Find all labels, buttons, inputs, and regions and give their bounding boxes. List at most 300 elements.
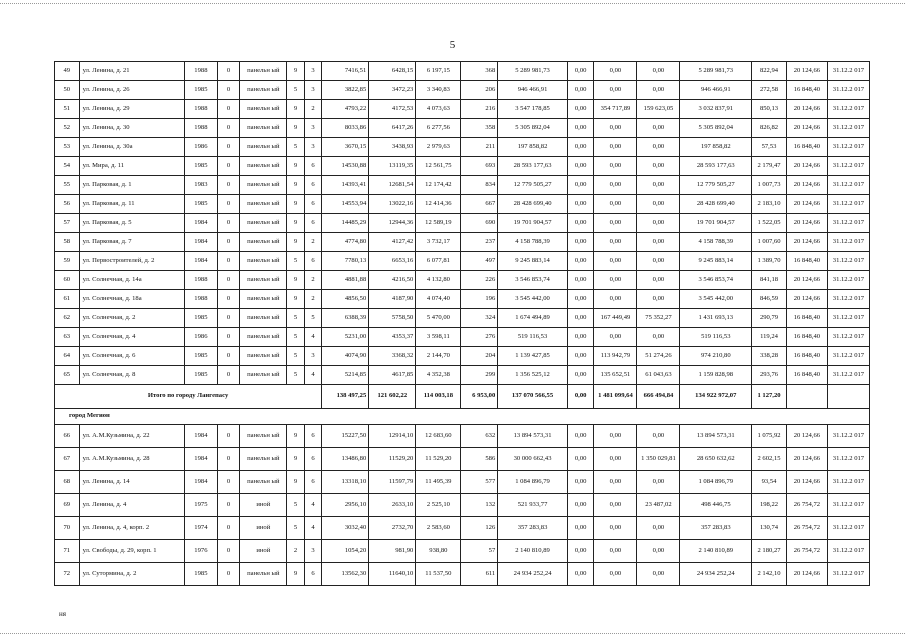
cell-c7: 16 848,40	[786, 328, 827, 347]
cell-c2: 0,00	[567, 366, 594, 385]
cell-c4: 23 487,02	[637, 494, 680, 517]
cell-c4: 1 350 029,81	[637, 448, 680, 471]
cell-a2: 11640,10	[369, 563, 416, 586]
cell-addr: ул. Парковая, д. 11	[79, 195, 184, 214]
cell-c7: 26 754,72	[786, 494, 827, 517]
cell-a2: 2633,10	[369, 494, 416, 517]
cell-addr: ул. Сутормина, д. 2	[79, 563, 184, 586]
cell-c4: 0,00	[637, 233, 680, 252]
cell-n: 57	[55, 214, 80, 233]
cell-c3: 0,00	[594, 471, 637, 494]
cell-a3: 4 073,63	[416, 100, 461, 119]
cell-c6: 130,74	[752, 517, 787, 540]
table-row	[55, 366, 870, 385]
cell-c6: 1 007,60	[752, 233, 787, 252]
cell-c4: 0,00	[637, 517, 680, 540]
cell-z: 0	[217, 138, 240, 157]
cell-n: 53	[55, 138, 80, 157]
cell-a2: 13022,16	[369, 195, 416, 214]
cell-a3: 4 352,38	[416, 366, 461, 385]
cell-z: 0	[217, 214, 240, 233]
cell-fl: 9	[287, 176, 304, 195]
cell-c2: 0,00	[567, 563, 594, 586]
cell-addr: ул. Солнечная, д. 14а	[79, 271, 184, 290]
city-row	[55, 409, 870, 425]
cell-a1: 2956,10	[322, 494, 369, 517]
table-row	[55, 290, 870, 309]
cell-n: 61	[55, 290, 80, 309]
cell-a4: 226	[461, 271, 498, 290]
cell-z: 0	[217, 471, 240, 494]
cell-c3: 135 652,51	[594, 366, 637, 385]
cell-a2: 12681,54	[369, 176, 416, 195]
cell-c5: 5 289 981,73	[680, 62, 752, 81]
cell-fl: 5	[287, 347, 304, 366]
cell-n: 67	[55, 448, 80, 471]
cell-n: 69	[55, 494, 80, 517]
cell-date: 31.12.2 017	[827, 540, 869, 563]
cell-c2: 0,00	[567, 119, 594, 138]
cell-year: 1985	[185, 309, 218, 328]
cell-c7: 16 848,40	[786, 347, 827, 366]
cell-c1: 28 593 177,63	[498, 157, 568, 176]
cell-c7: 20 124,66	[786, 290, 827, 309]
cell-c2: 0,00	[567, 290, 594, 309]
scan-bottom-edge	[0, 633, 905, 634]
table-row	[55, 157, 870, 176]
cell-c1: 357 283,83	[498, 517, 568, 540]
cell-c5: 1 084 896,79	[680, 471, 752, 494]
cell-a1: 13562,30	[322, 563, 369, 586]
cell-addr: ул. Солнечная, д. 8	[79, 366, 184, 385]
cell-a4: 667	[461, 195, 498, 214]
cell-c6: 846,59	[752, 290, 787, 309]
cell-a4: 132	[461, 494, 498, 517]
cell-c4: 159 623,05	[637, 100, 680, 119]
scan-top-edge	[0, 3, 905, 4]
cell-a1: 7416,51	[322, 62, 369, 81]
cell-z: 0	[217, 494, 240, 517]
cell-addr: ул. Первостроителей, д. 2	[79, 252, 184, 271]
cell-fl: 2	[287, 540, 304, 563]
table-row	[55, 81, 870, 100]
total-cell: 1 127,20	[752, 385, 787, 409]
cell-a1: 14393,41	[322, 176, 369, 195]
cell-date: 31.12.2 017	[827, 195, 869, 214]
cell-a4: 126	[461, 517, 498, 540]
cell-year: 1988	[185, 100, 218, 119]
cell-wall: панельн ый	[240, 290, 287, 309]
cell-n: 56	[55, 195, 80, 214]
cell-date: 31.12.2 017	[827, 138, 869, 157]
cell-c2: 0,00	[567, 62, 594, 81]
total-cell: 138 497,25	[322, 385, 369, 409]
cell-date: 31.12.2 017	[827, 176, 869, 195]
cell-c1: 197 858,82	[498, 138, 568, 157]
cell-a3: 12 589,19	[416, 214, 461, 233]
cell-c3: 0,00	[594, 540, 637, 563]
cell-c1: 946 466,91	[498, 81, 568, 100]
cell-en: 2	[304, 271, 321, 290]
cell-year: 1974	[185, 517, 218, 540]
cell-c6: 272,58	[752, 81, 787, 100]
cell-date: 31.12.2 017	[827, 471, 869, 494]
total-cell: 121 602,22	[369, 385, 416, 409]
cell-z: 0	[217, 81, 240, 100]
cell-a1: 3032,40	[322, 517, 369, 540]
cell-a3: 3 732,17	[416, 233, 461, 252]
cell-c4: 0,00	[637, 252, 680, 271]
cell-fl: 9	[287, 195, 304, 214]
cell-a2: 5758,50	[369, 309, 416, 328]
cell-c3: 0,00	[594, 271, 637, 290]
cell-a3: 4 074,40	[416, 290, 461, 309]
cell-a4: 196	[461, 290, 498, 309]
cell-addr: ул. Солнечная, д. 2	[79, 309, 184, 328]
cell-a2: 3368,32	[369, 347, 416, 366]
cell-n: 55	[55, 176, 80, 195]
cell-date: 31.12.2 017	[827, 252, 869, 271]
cell-c1: 13 894 573,31	[498, 425, 568, 448]
cell-a1: 14485,29	[322, 214, 369, 233]
cell-n: 49	[55, 62, 80, 81]
cell-fl: 9	[287, 271, 304, 290]
total-cell: 0,00	[567, 385, 594, 409]
cell-a4: 276	[461, 328, 498, 347]
cell-wall: панельн ый	[240, 214, 287, 233]
cell-c3: 0,00	[594, 214, 637, 233]
cell-c1: 9 245 883,14	[498, 252, 568, 271]
cell-en: 4	[304, 517, 321, 540]
cell-c1: 521 933,77	[498, 494, 568, 517]
cell-addr: ул. А.М.Кузьмина, д. 28	[79, 448, 184, 471]
cell-a4: 204	[461, 347, 498, 366]
cell-date: 31.12.2 017	[827, 425, 869, 448]
cell-c5: 3 545 442,00	[680, 290, 752, 309]
cell-a3: 2 525,10	[416, 494, 461, 517]
table-row	[55, 328, 870, 347]
cell-date: 31.12.2 017	[827, 233, 869, 252]
cell-c2: 0,00	[567, 233, 594, 252]
cell-a1: 13318,10	[322, 471, 369, 494]
cell-c1: 19 701 904,57	[498, 214, 568, 233]
cell-en: 2	[304, 233, 321, 252]
cell-c7: 16 848,40	[786, 252, 827, 271]
cell-c2: 0,00	[567, 138, 594, 157]
cell-c2: 0,00	[567, 176, 594, 195]
table-row	[55, 347, 870, 366]
cell-c2: 0,00	[567, 195, 594, 214]
table-row	[55, 195, 870, 214]
cell-a1: 5231,00	[322, 328, 369, 347]
cell-year: 1988	[185, 290, 218, 309]
cell-date: 31.12.2 017	[827, 100, 869, 119]
cell-c2: 0,00	[567, 271, 594, 290]
cell-date: 31.12.2 017	[827, 81, 869, 100]
cell-a3: 4 132,80	[416, 271, 461, 290]
cell-c5: 974 210,80	[680, 347, 752, 366]
cell-year: 1988	[185, 62, 218, 81]
cell-c1: 5 305 892,04	[498, 119, 568, 138]
cell-addr: ул. Свободы, д. 29, корп. 1	[79, 540, 184, 563]
total-cell: 1 481 099,64	[594, 385, 637, 409]
cell-year: 1984	[185, 214, 218, 233]
cell-c3: 0,00	[594, 517, 637, 540]
cell-a3: 5 470,00	[416, 309, 461, 328]
cell-a1: 4856,50	[322, 290, 369, 309]
cell-en: 6	[304, 471, 321, 494]
cell-en: 3	[304, 540, 321, 563]
cell-c6: 841,18	[752, 271, 787, 290]
cell-wall: иной	[240, 494, 287, 517]
table-row	[55, 271, 870, 290]
housing-table	[54, 61, 870, 586]
cell-a1: 13486,80	[322, 448, 369, 471]
table-body-megion	[55, 425, 870, 586]
cell-addr: ул. Ленина, д. 30	[79, 119, 184, 138]
cell-c6: 93,54	[752, 471, 787, 494]
cell-fl: 5	[287, 494, 304, 517]
cell-year: 1988	[185, 119, 218, 138]
cell-n: 60	[55, 271, 80, 290]
cell-c1: 3 547 178,85	[498, 100, 568, 119]
cell-z: 0	[217, 309, 240, 328]
cell-date: 31.12.2 017	[827, 517, 869, 540]
cell-a3: 3 598,11	[416, 328, 461, 347]
cell-a3: 12 174,42	[416, 176, 461, 195]
cell-c4: 0,00	[637, 290, 680, 309]
cell-n: 65	[55, 366, 80, 385]
cell-a2: 13119,35	[369, 157, 416, 176]
cell-year: 1984	[185, 252, 218, 271]
total-cell-empty	[786, 385, 827, 409]
cell-c4: 0,00	[637, 119, 680, 138]
cell-fl: 9	[287, 157, 304, 176]
cell-c4: 0,00	[637, 471, 680, 494]
cell-c4: 0,00	[637, 81, 680, 100]
cell-z: 0	[217, 176, 240, 195]
cell-z: 0	[217, 157, 240, 176]
cell-z: 0	[217, 366, 240, 385]
table-row	[55, 563, 870, 586]
cell-fl: 9	[287, 62, 304, 81]
cell-c3: 0,00	[594, 157, 637, 176]
cell-c1: 519 116,53	[498, 328, 568, 347]
cell-a4: 206	[461, 81, 498, 100]
table-row	[55, 119, 870, 138]
cell-date: 31.12.2 017	[827, 309, 869, 328]
cell-a4: 834	[461, 176, 498, 195]
total-cell: 137 070 566,55	[498, 385, 568, 409]
cell-c1: 2 140 810,89	[498, 540, 568, 563]
footer-mark: ня	[59, 610, 66, 618]
cell-z: 0	[217, 100, 240, 119]
cell-a1: 4793,22	[322, 100, 369, 119]
cell-date: 31.12.2 017	[827, 366, 869, 385]
cell-z: 0	[217, 540, 240, 563]
cell-en: 3	[304, 138, 321, 157]
cell-c6: 1 007,73	[752, 176, 787, 195]
cell-c3: 0,00	[594, 62, 637, 81]
cell-a1: 4074,90	[322, 347, 369, 366]
cell-c5: 12 779 505,27	[680, 176, 752, 195]
cell-c6: 2 142,10	[752, 563, 787, 586]
cell-c4: 0,00	[637, 271, 680, 290]
cell-a3: 11 495,39	[416, 471, 461, 494]
cell-wall: панельн ый	[240, 425, 287, 448]
cell-fl: 9	[287, 471, 304, 494]
cell-a2: 4187,90	[369, 290, 416, 309]
cell-a1: 7780,13	[322, 252, 369, 271]
cell-a4: 577	[461, 471, 498, 494]
cell-a4: 211	[461, 138, 498, 157]
cell-en: 6	[304, 448, 321, 471]
cell-c6: 1 522,05	[752, 214, 787, 233]
cell-c7: 20 124,66	[786, 195, 827, 214]
cell-c7: 20 124,66	[786, 119, 827, 138]
cell-a2: 981,90	[369, 540, 416, 563]
cell-c7: 26 754,72	[786, 540, 827, 563]
cell-c7: 16 848,40	[786, 366, 827, 385]
cell-wall: панельн ый	[240, 448, 287, 471]
cell-c1: 24 934 252,24	[498, 563, 568, 586]
cell-c6: 1 389,70	[752, 252, 787, 271]
cell-a3: 2 979,63	[416, 138, 461, 157]
cell-wall: панельн ый	[240, 157, 287, 176]
cell-fl: 9	[287, 425, 304, 448]
cell-en: 6	[304, 195, 321, 214]
cell-c3: 0,00	[594, 119, 637, 138]
cell-a4: 358	[461, 119, 498, 138]
cell-z: 0	[217, 271, 240, 290]
cell-z: 0	[217, 347, 240, 366]
cell-c3: 354 717,89	[594, 100, 637, 119]
cell-c2: 0,00	[567, 252, 594, 271]
cell-z: 0	[217, 517, 240, 540]
cell-c1: 1 674 494,89	[498, 309, 568, 328]
cell-a3: 938,80	[416, 540, 461, 563]
cell-date: 31.12.2 017	[827, 347, 869, 366]
cell-c5: 28 593 177,63	[680, 157, 752, 176]
cell-en: 4	[304, 494, 321, 517]
cell-z: 0	[217, 119, 240, 138]
cell-n: 71	[55, 540, 80, 563]
cell-wall: панельн ый	[240, 195, 287, 214]
cell-c2: 0,00	[567, 425, 594, 448]
cell-a4: 497	[461, 252, 498, 271]
cell-c3: 0,00	[594, 494, 637, 517]
cell-z: 0	[217, 290, 240, 309]
cell-year: 1986	[185, 138, 218, 157]
cell-c4: 0,00	[637, 176, 680, 195]
cell-c4: 61 043,63	[637, 366, 680, 385]
table-row	[55, 214, 870, 233]
cell-c6: 822,94	[752, 62, 787, 81]
cell-wall: иной	[240, 540, 287, 563]
cell-addr: ул. Ленина, д. 30а	[79, 138, 184, 157]
cell-a4: 611	[461, 563, 498, 586]
cell-c7: 20 124,66	[786, 62, 827, 81]
cell-fl: 5	[287, 252, 304, 271]
cell-c6: 57,53	[752, 138, 787, 157]
cell-fl: 9	[287, 214, 304, 233]
cell-a2: 4172,53	[369, 100, 416, 119]
cell-year: 1985	[185, 563, 218, 586]
total-cell: 114 003,18	[416, 385, 461, 409]
cell-year: 1985	[185, 195, 218, 214]
cell-c1: 3 545 442,00	[498, 290, 568, 309]
cell-c2: 0,00	[567, 540, 594, 563]
cell-addr: ул. Ленина, д. 4, корп. 2	[79, 517, 184, 540]
cell-a4: 299	[461, 366, 498, 385]
cell-fl: 9	[287, 448, 304, 471]
cell-a2: 11529,20	[369, 448, 416, 471]
total-cell: 134 922 972,07	[680, 385, 752, 409]
cell-a3: 6 077,81	[416, 252, 461, 271]
cell-fl: 5	[287, 366, 304, 385]
cell-a4: 693	[461, 157, 498, 176]
cell-c6: 293,76	[752, 366, 787, 385]
cell-wall: панельн ый	[240, 328, 287, 347]
cell-c2: 0,00	[567, 309, 594, 328]
cell-fl: 9	[287, 233, 304, 252]
cell-date: 31.12.2 017	[827, 494, 869, 517]
cell-c1: 4 158 788,39	[498, 233, 568, 252]
cell-c3: 0,00	[594, 176, 637, 195]
cell-c3: 167 449,49	[594, 309, 637, 328]
cell-n: 64	[55, 347, 80, 366]
cell-c2: 0,00	[567, 448, 594, 471]
table-row	[55, 540, 870, 563]
cell-c3: 0,00	[594, 563, 637, 586]
cell-a1: 5214,85	[322, 366, 369, 385]
cell-c6: 198,22	[752, 494, 787, 517]
cell-date: 31.12.2 017	[827, 271, 869, 290]
cell-addr: ул. Ленина, д. 26	[79, 81, 184, 100]
cell-c7: 20 124,66	[786, 448, 827, 471]
cell-a4: 237	[461, 233, 498, 252]
cell-c7: 20 124,66	[786, 425, 827, 448]
cell-date: 31.12.2 017	[827, 448, 869, 471]
cell-c5: 357 283,83	[680, 517, 752, 540]
cell-c5: 946 466,91	[680, 81, 752, 100]
cell-c6: 119,24	[752, 328, 787, 347]
cell-c1: 5 289 981,73	[498, 62, 568, 81]
cell-a2: 2732,70	[369, 517, 416, 540]
cell-c7: 16 848,40	[786, 138, 827, 157]
cell-year: 1984	[185, 425, 218, 448]
cell-c3: 0,00	[594, 233, 637, 252]
cell-c2: 0,00	[567, 214, 594, 233]
cell-year: 1985	[185, 366, 218, 385]
cell-a1: 3670,15	[322, 138, 369, 157]
cell-fl: 9	[287, 290, 304, 309]
cell-c4: 0,00	[637, 157, 680, 176]
cell-en: 6	[304, 157, 321, 176]
cell-z: 0	[217, 252, 240, 271]
cell-c5: 1 431 693,13	[680, 309, 752, 328]
cell-a1: 14530,88	[322, 157, 369, 176]
cell-a1: 8033,86	[322, 119, 369, 138]
cell-z: 0	[217, 328, 240, 347]
cell-a2: 6428,15	[369, 62, 416, 81]
cell-wall: панельн ый	[240, 252, 287, 271]
cell-c4: 75 352,27	[637, 309, 680, 328]
cell-a2: 11597,79	[369, 471, 416, 494]
cell-addr: ул. Мира, д. 11	[79, 157, 184, 176]
cell-wall: панельн ый	[240, 100, 287, 119]
cell-c3: 0,00	[594, 138, 637, 157]
